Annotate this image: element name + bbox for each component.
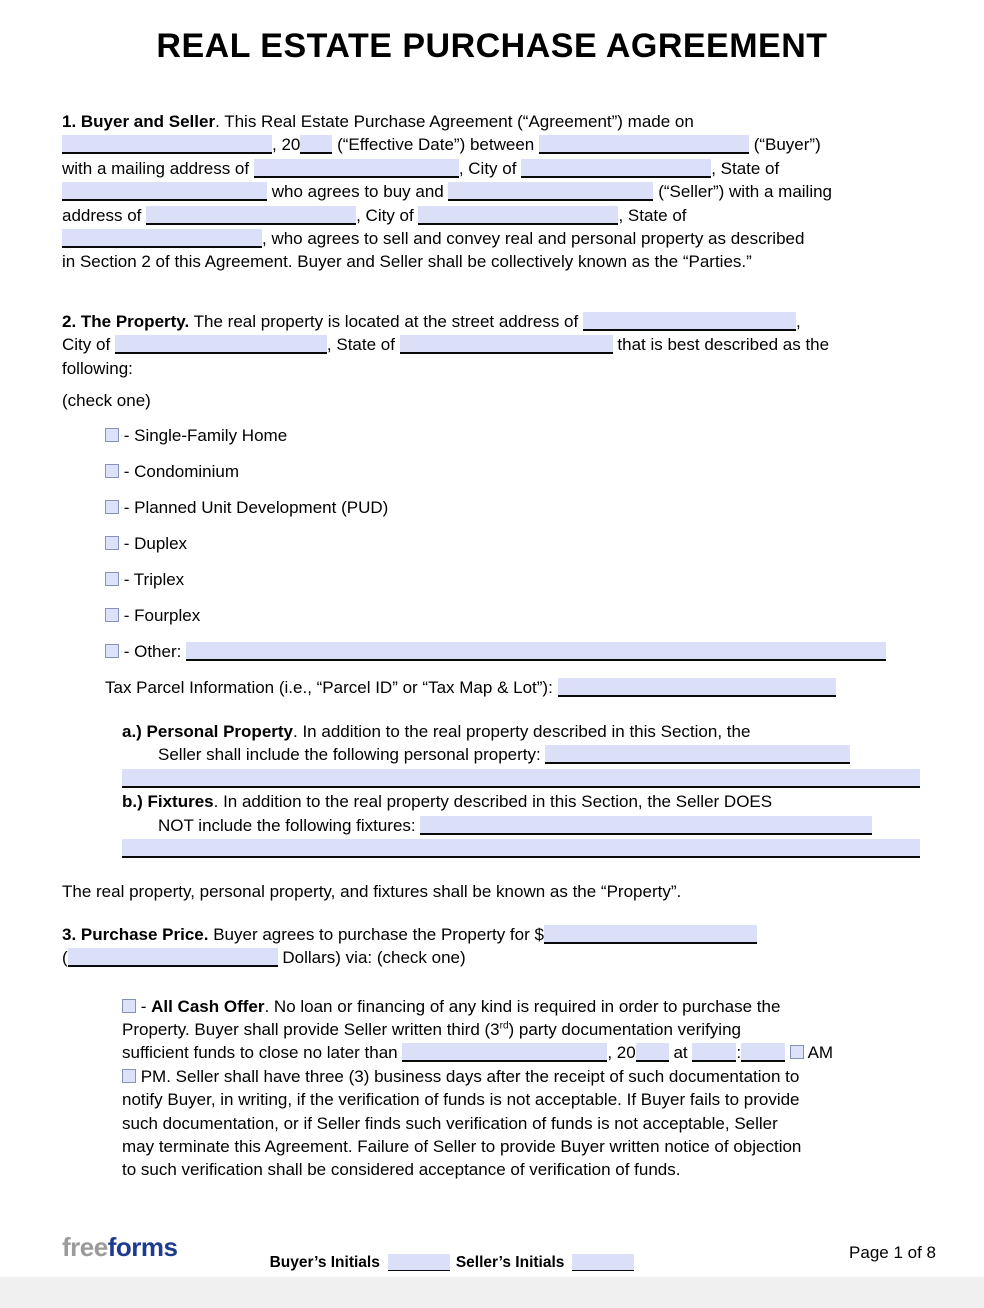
personal-property-field-line-2[interactable]	[122, 769, 920, 788]
text-run-bold: a.) Personal Property	[122, 721, 294, 741]
text-run: - Duplex	[119, 534, 188, 554]
text-run: Tax Parcel Information (i.e., “Parcel ID” or “Tax Map & Lot”):	[105, 678, 558, 698]
doc-line	[122, 1041, 920, 1064]
text-run: , 20	[607, 1043, 636, 1063]
section-2-the-property	[62, 310, 920, 380]
doc-line	[62, 923, 920, 946]
text-run: (check one)	[62, 391, 151, 411]
text-run: , City of	[356, 205, 419, 225]
text-run: that is best described as the	[612, 335, 830, 355]
text-run: - Triplex	[119, 570, 185, 590]
text-run-bold: 3. Purchase Price.	[62, 924, 209, 944]
text-run: (“Effective Date”) between	[332, 135, 539, 155]
doc-line	[105, 460, 920, 483]
checkbox-am[interactable]	[790, 1045, 804, 1059]
text-run: Dollars) via: (check one)	[277, 948, 466, 968]
all-cash-offer-clause	[62, 995, 920, 1182]
doc-line	[122, 1112, 920, 1135]
other-property-type-field[interactable]	[186, 642, 886, 661]
text-run: PM. Seller shall have three (3) business days after the receipt of such documentation to	[136, 1066, 800, 1086]
text-run: The real property, personal property, and fixtures shall be known as the “Property”.	[62, 882, 682, 902]
checkbox-planned-unit-development[interactable]	[105, 500, 119, 514]
funds-deadline-date-field[interactable]	[402, 1043, 607, 1062]
doc-line	[122, 837, 920, 860]
property-state-field[interactable]	[400, 335, 613, 354]
doc-line	[122, 1135, 920, 1158]
personal-property-clause	[62, 720, 920, 790]
text-run: , who agrees to sell and convey real and personal property as described	[262, 229, 805, 249]
text-run: - Condominium	[119, 462, 239, 482]
doc-line	[122, 743, 920, 766]
doc-line	[105, 532, 920, 555]
text-run: -	[136, 996, 152, 1016]
doc-line	[122, 1088, 920, 1111]
text-run: - Planned Unit Development (PUD)	[119, 498, 389, 518]
text-run: NOT include the following fixtures:	[158, 815, 421, 835]
sellers-initials-field[interactable]	[572, 1254, 634, 1271]
doc-line	[62, 880, 920, 903]
text-run: . This Real Estate Purchase Agreement (“Agreement”) made on	[215, 112, 694, 131]
doc-line	[122, 720, 920, 743]
check-one-label	[62, 389, 920, 412]
doc-line	[105, 496, 920, 519]
text-run-bold: All Cash Offer	[151, 996, 265, 1016]
buyer-city-field[interactable]	[521, 159, 711, 178]
funds-deadline-hour-field[interactable]	[692, 1043, 736, 1062]
personal-property-field[interactable]	[545, 745, 850, 764]
document-content	[62, 104, 920, 1182]
text-run: such documentation, or if Seller finds such verification of funds is not acceptable, Seller	[122, 1113, 778, 1133]
text-run: to such verification shall be considered acceptance of verification of funds.	[122, 1160, 681, 1180]
text-run: . In addition to the real property described in this Section, the	[293, 721, 751, 741]
text-run: AM	[803, 1043, 834, 1063]
checkbox-pm[interactable]	[122, 1069, 136, 1083]
tax-parcel-field[interactable]	[558, 678, 836, 697]
section-1-buyer-and-seller	[62, 110, 920, 274]
property-definition	[62, 880, 920, 903]
text-run-bold: b.) Fixtures	[122, 792, 214, 812]
seller-address-field[interactable]	[146, 206, 356, 225]
text-run: with a mailing address of	[62, 158, 254, 178]
text-run: sufficient funds to close no later than	[122, 1043, 403, 1063]
doc-line	[62, 357, 920, 380]
property-street-address-field[interactable]	[583, 312, 796, 331]
text-run: - Single-Family Home	[119, 426, 288, 446]
logo-text-free: free	[62, 1232, 108, 1262]
property-city-field[interactable]	[115, 335, 327, 354]
checkbox-fourplex[interactable]	[105, 608, 119, 622]
purchase-price-amount-field[interactable]	[544, 925, 757, 944]
text-run: at	[668, 1043, 693, 1063]
doc-line	[105, 604, 920, 627]
doc-line	[122, 790, 920, 813]
funds-deadline-year-field[interactable]	[636, 1043, 669, 1062]
text-run: :	[736, 1043, 742, 1063]
buyer-state-field[interactable]	[62, 182, 267, 201]
document-title: REAL ESTATE PURCHASE AGREEMENT	[156, 27, 828, 65]
page-bottom-band	[0, 1277, 984, 1308]
fixtures-field[interactable]	[420, 816, 872, 835]
doc-line	[62, 157, 920, 180]
page-number: Page 1 of 8	[849, 1243, 936, 1262]
text-run-bold: 2. The Property.	[62, 311, 190, 331]
seller-state-field[interactable]	[62, 229, 262, 248]
text-run: - Other:	[119, 642, 187, 662]
buyers-initials-field[interactable]	[388, 1254, 450, 1271]
doc-line	[105, 424, 920, 447]
text-run: (“Seller”) with a mailing	[653, 182, 833, 202]
fixtures-field-line-2[interactable]	[122, 839, 920, 858]
doc-line	[122, 1158, 920, 1181]
doc-line	[105, 676, 920, 699]
text-run: Buyer agrees to purchase the Property for $	[208, 924, 544, 944]
doc-line	[62, 180, 920, 203]
checkbox-triplex[interactable]	[105, 572, 119, 586]
doc-line	[62, 946, 920, 969]
sellers-initials-label: Seller’s Initials	[455, 1254, 565, 1271]
text-run: who agrees to buy and	[267, 182, 449, 202]
funds-deadline-minute-field[interactable]	[741, 1043, 785, 1062]
text-run: Property. Buyer shall provide Seller written third (3	[122, 1019, 500, 1039]
text-run: - Fourplex	[119, 606, 201, 626]
doc-line	[62, 310, 920, 333]
text-run: , State of	[618, 205, 687, 225]
text-run: in Section 2 of this Agreement. Buyer and Seller shall be collectively known as the “Parties.”	[62, 252, 752, 272]
doc-line	[122, 995, 920, 1018]
agreement-date-field[interactable]	[62, 135, 272, 154]
doc-line	[62, 389, 920, 412]
seller-city-field[interactable]	[418, 206, 618, 225]
fixtures-clause	[62, 790, 920, 860]
text-run: City of	[62, 335, 115, 355]
text-run: The real property is located at the street address of	[189, 311, 583, 331]
text-run: , 20	[272, 135, 301, 155]
checkbox-condominium[interactable]	[105, 464, 119, 478]
doc-line	[122, 1065, 920, 1088]
text-run: ,	[795, 311, 801, 331]
logo-text-forms: forms	[107, 1232, 178, 1262]
text-run: , City of	[458, 158, 522, 178]
doc-line	[62, 110, 920, 133]
checkbox-all-cash-offer[interactable]	[122, 999, 136, 1013]
seller-name-field[interactable]	[448, 182, 653, 201]
checkbox-duplex[interactable]	[105, 536, 119, 550]
superscript: rd	[499, 1020, 509, 1032]
doc-line	[105, 640, 920, 663]
purchase-price-words-field[interactable]	[68, 948, 278, 967]
property-type-checklist	[62, 424, 920, 663]
text-run: . In addition to the real property described in this Section, the Seller DOES	[213, 792, 773, 812]
text-run: , State of	[711, 158, 780, 178]
doc-line	[105, 568, 920, 591]
doc-line	[62, 133, 920, 156]
doc-line	[62, 250, 920, 273]
doc-line	[62, 227, 920, 250]
checkbox-single-family-home[interactable]	[105, 428, 119, 442]
buyer-address-field[interactable]	[254, 159, 459, 178]
initials-row	[0, 1254, 947, 1272]
doc-line	[62, 204, 920, 227]
text-run: , State of	[326, 335, 400, 355]
doc-line	[122, 814, 920, 837]
agreement-year-field[interactable]	[300, 135, 332, 154]
buyer-name-field[interactable]	[539, 135, 749, 154]
doc-line	[122, 767, 920, 790]
text-run: address of	[62, 205, 147, 225]
doc-line	[122, 1018, 920, 1041]
buyers-initials-label: Buyer’s Initials	[269, 1254, 380, 1271]
text-run-bold: 1. Buyer and Seller	[62, 112, 216, 131]
text-run: Seller shall include the following personal property:	[158, 745, 546, 765]
tax-parcel-line	[62, 676, 920, 699]
text-run: ) party documentation verifying	[508, 1019, 741, 1039]
checkbox-other[interactable]	[105, 644, 119, 658]
text-run: notify Buyer, in writing, if the verification of funds is not acceptable. If Buyer fails to provide	[122, 1090, 800, 1110]
doc-line	[62, 333, 920, 356]
text-run: (“Buyer”)	[748, 135, 821, 155]
text-run: (	[62, 948, 68, 968]
text-run: following:	[62, 358, 133, 378]
text-run: may terminate this Agreement. Failure of Seller to provide Buyer written notice of objection	[122, 1136, 802, 1156]
section-3-purchase-price	[62, 923, 920, 970]
text-run: . No loan or financing of any kind is required in order to purchase the	[264, 996, 781, 1016]
